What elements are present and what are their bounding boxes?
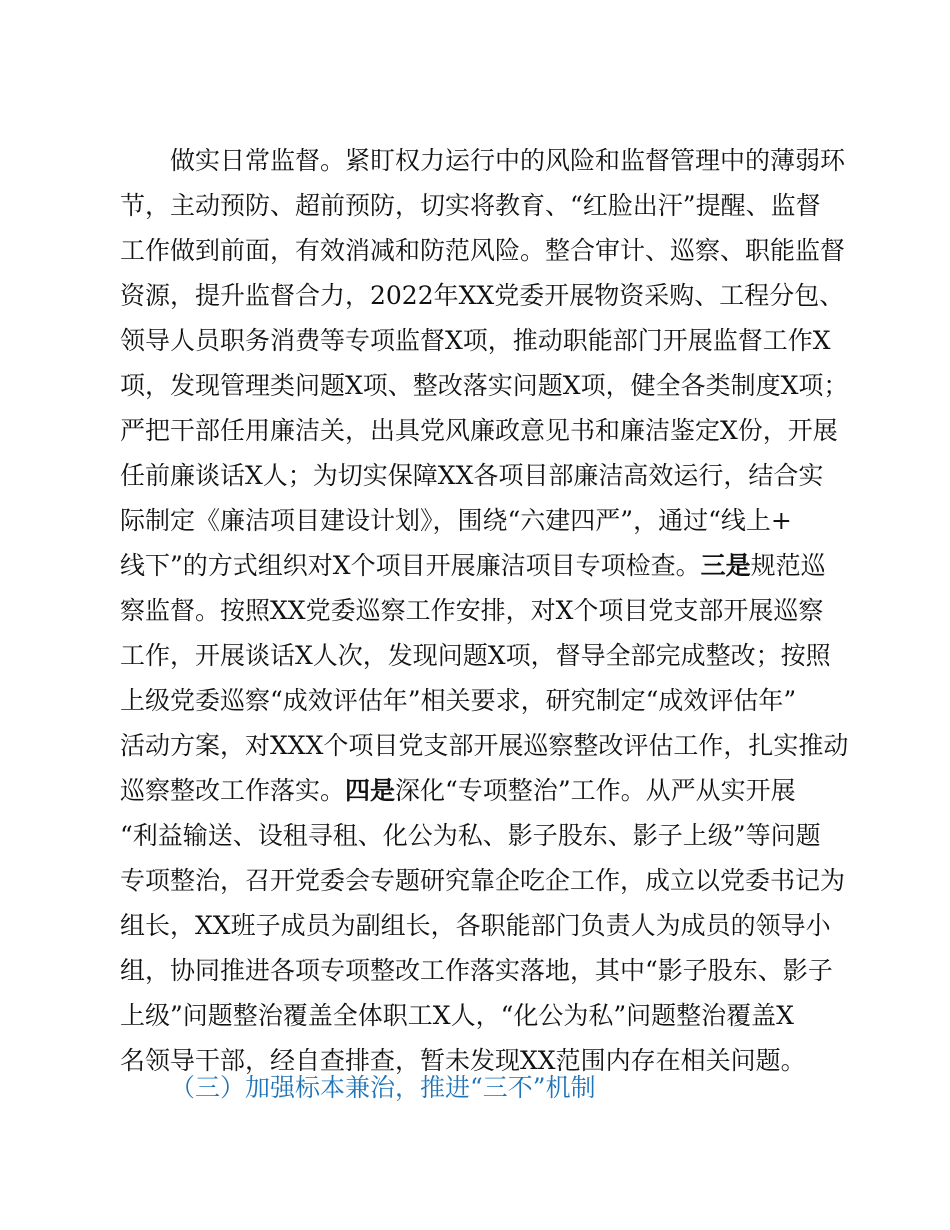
line-text: 线下”的方式组织对X个项目开展廉洁项目专项检查。: [120, 551, 701, 580]
paragraph-line: 名领导干部，经自查排查，暂未发现XX范围内存在相关问题。: [120, 1046, 806, 1075]
line-text: 深化“专项整治”工作。从严从实开展: [395, 776, 796, 805]
paragraph-line: 做实日常监督。紧盯权力运行中的风险和监督管理中的薄弱环: [170, 146, 846, 175]
paragraph-line: 工作，开展谈话X人次，发现问题X项，督导全部完成整改；按照: [120, 641, 831, 670]
paragraph-line: 节，主动预防、超前预防，切实将教育、“红脸出汗”提醒、监督: [120, 191, 821, 220]
paragraph-line: 严把干部任用廉洁关，出具党风廉政意见书和廉洁鉴定X份，开展: [120, 416, 838, 445]
paragraph-line: 领导人员职务消费等专项监督X项，推动职能部门开展监督工作X: [120, 326, 831, 355]
paragraph-line: 上级”问题整治覆盖全体职工X人，“化公为私”问题整治覆盖X: [120, 1001, 794, 1030]
paragraph-line: 资源，提升监督合力，2022年XX党委开展物资采购、工程分包、: [120, 281, 845, 310]
paragraph-line: 组长，XX班子成员为副组长，各职能部门负责人为成员的领导小: [120, 911, 831, 940]
paragraph-line: 任前廉谈话X人；为切实保障XX各项目部廉洁高效运行，结合实: [120, 461, 824, 490]
paragraph-line: [120, 550, 855, 582]
line-text: 规范巡: [750, 551, 826, 580]
paragraph-line: [120, 775, 855, 807]
paragraph-line: 际制定《廉洁项目建设计划》，围绕“六建四严”，通过“线上+: [120, 506, 792, 535]
paragraph-line: 上级党委巡察“成效评估年”相关要求，研究制定“成效评估年”: [120, 686, 797, 715]
bold-lead: 三是: [700, 551, 751, 580]
paragraph-line: 活动方案，对XXX个项目党支部开展巡察整改评估工作，扎实推动: [120, 731, 849, 760]
paragraph-line: 工作做到前面，有效消减和防范风险。整合审计、巡察、职能监督: [120, 236, 846, 265]
paragraph-line: 专项整治，召开党委会专题研究靠企吃企工作，成立以党委书记为: [120, 866, 846, 895]
paragraph-line: 项，发现管理类问题X项、整改落实问题X项，健全各类制度X项；: [120, 371, 849, 400]
paragraph-line: 察监督。按照XX党委巡察工作安排，对X个项目党支部开展巡察: [120, 596, 824, 625]
section-heading: （三）加强标本兼治，推进“三不”机制: [170, 1073, 596, 1102]
bold-lead: 四是: [345, 776, 396, 805]
line-text: 巡察整改工作落实。: [120, 776, 346, 805]
paragraph-line: 组，协同推进各项专项整改工作落实落地，其中“影子股东、影子: [120, 956, 833, 985]
paragraph-line: “利益输送、设租寻租、化公为私、影子股东、影子上级”等问题: [120, 821, 821, 850]
